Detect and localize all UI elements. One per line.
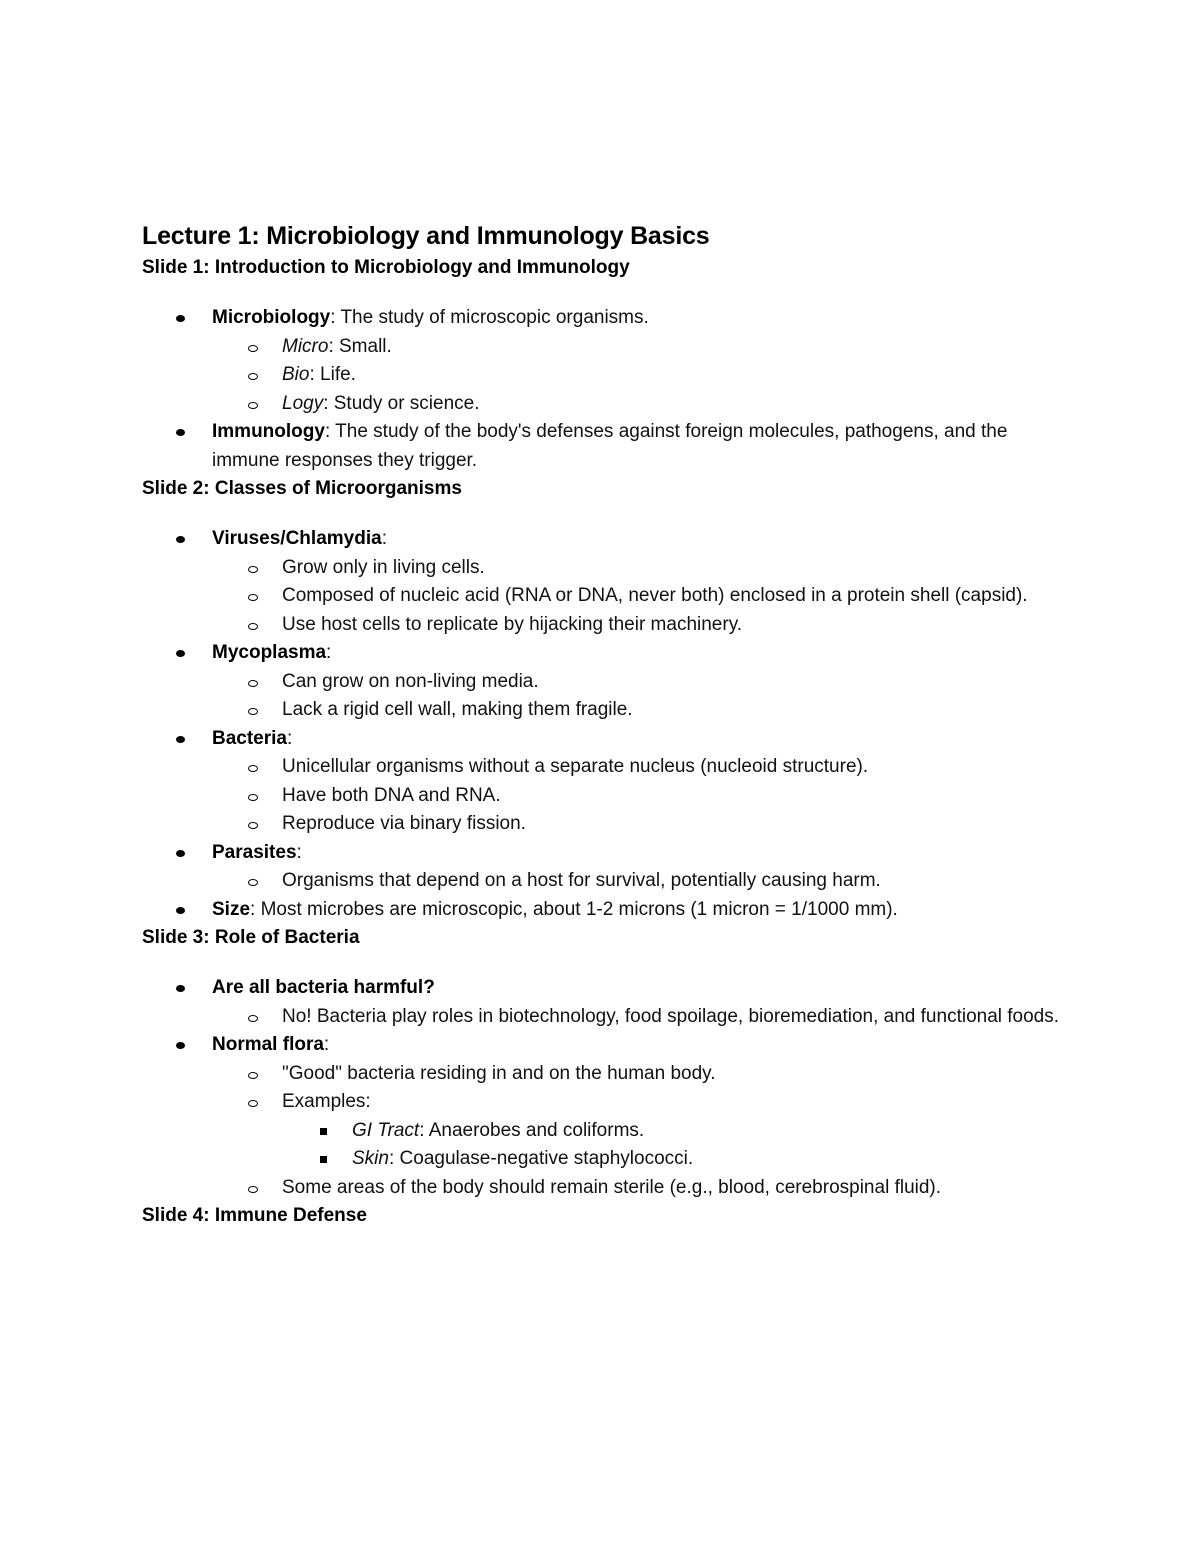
- list-item: [212, 554, 1062, 583]
- slide-1-list: [142, 304, 1062, 475]
- sub-sub-list: [212, 1117, 1062, 1174]
- item-text: No! Bacteria play roles in biotechnology, food spoilage, bioremediation, and functional foods.: [282, 1005, 1060, 1027]
- definition: : The study of microscopic organisms.: [330, 307, 649, 328]
- slide-4-heading: Slide 4: Immune Defense: [142, 1205, 367, 1226]
- item-text: Organisms that depend on a host for survival, potentially causing harm.: [282, 870, 881, 891]
- document-page: [142, 218, 1062, 1230]
- list-item: [282, 1145, 1062, 1174]
- list-item: [212, 611, 1062, 640]
- list-item: [282, 1117, 1062, 1146]
- term: Microbiology: [212, 307, 331, 328]
- definition: :: [287, 727, 293, 749]
- list-item: [142, 839, 1062, 896]
- list-item: [212, 390, 1062, 419]
- term: Viruses/Chlamydia: [212, 528, 382, 549]
- slide-2-list: [142, 525, 1062, 924]
- term: Are all bacteria harmful?: [212, 977, 435, 998]
- definition: :: [323, 1034, 330, 1055]
- definition: : Small.: [328, 335, 392, 357]
- list-item: [212, 1174, 1062, 1203]
- term: Parasites: [212, 841, 297, 863]
- list-item: [212, 810, 1062, 839]
- sub-list: [142, 867, 1062, 896]
- list-item: [142, 639, 1062, 725]
- term: Normal flora: [212, 1034, 324, 1055]
- definition: : The study of the body's defenses against foreign molecules, pathogens, and the immune responses they trigger.: [212, 421, 1008, 471]
- term: Bacteria: [212, 727, 287, 749]
- list-item: [212, 1060, 1062, 1089]
- term: Skin: [352, 1148, 389, 1169]
- list-item: [212, 582, 1062, 611]
- sub-list: [142, 554, 1062, 640]
- list-item: [142, 896, 1062, 925]
- slide-3-heading: Slide 3: Role of Bacteria: [142, 927, 360, 948]
- definition: : Life.: [309, 364, 356, 385]
- item-text: Reproduce via binary fission.: [282, 813, 526, 834]
- definition: : Study or science.: [323, 392, 480, 414]
- term: Logy: [282, 392, 324, 414]
- term: Size: [212, 898, 251, 920]
- term: Mycoplasma: [212, 642, 327, 663]
- sub-list: [142, 668, 1062, 725]
- sub-list: [142, 333, 1062, 419]
- term: GI Tract: [352, 1119, 420, 1141]
- slide-1-heading: Slide 1: Introduction to Microbiology and Immunology: [142, 257, 630, 278]
- list-item: [212, 361, 1062, 390]
- document-title: Lecture 1: Microbiology and Immunology Basics: [142, 222, 710, 250]
- item-text: Examples:: [282, 1091, 371, 1112]
- definition: :: [381, 528, 387, 549]
- list-item: [212, 867, 1062, 896]
- list-item: [142, 418, 1062, 475]
- list-item: [212, 668, 1062, 697]
- term: Immunology: [212, 421, 325, 442]
- item-text: Can grow on non-living media.: [282, 670, 539, 692]
- list-item: [212, 753, 1062, 782]
- definition: : Coagulase-negative staphylococci.: [388, 1148, 694, 1169]
- item-text: Have both DNA and RNA.: [282, 784, 501, 806]
- list-item: [212, 333, 1062, 362]
- definition: :: [296, 841, 302, 863]
- term: Bio: [282, 364, 310, 385]
- definition: :: [326, 642, 332, 663]
- definition: : Anaerobes and coliforms.: [419, 1119, 645, 1141]
- item-text: Grow only in living cells.: [282, 556, 485, 578]
- item-text: Lack a rigid cell wall, making them fragile.: [282, 699, 633, 720]
- item-text: Composed of nucleic acid (RNA or DNA, never both) enclosed in a protein shell (capsid).: [282, 585, 1028, 606]
- list-item: [212, 696, 1062, 725]
- item-text: Use host cells to replicate by hijacking their machinery.: [282, 613, 743, 635]
- list-item: [212, 1088, 1062, 1174]
- list-item: [212, 1003, 1062, 1032]
- term: Micro: [282, 335, 329, 357]
- list-item: [142, 1031, 1062, 1202]
- item-text: Some areas of the body should remain sterile (e.g., blood, cerebrospinal fluid).: [282, 1176, 942, 1198]
- list-item: [142, 974, 1062, 1031]
- list-item: [142, 725, 1062, 839]
- list-item: [142, 304, 1062, 418]
- item-text: Unicellular organisms without a separate nucleus (nucleoid structure).: [282, 756, 869, 777]
- slide-3-list: [142, 974, 1062, 1202]
- list-item: [212, 782, 1062, 811]
- definition: : Most microbes are microscopic, about 1-2 microns (1 micron = 1/1000 mm).: [250, 898, 898, 920]
- slide-2-heading: Slide 2: Classes of Microorganisms: [142, 478, 462, 499]
- sub-list: [142, 1060, 1062, 1203]
- sub-list: [142, 1003, 1062, 1032]
- list-item: [142, 525, 1062, 639]
- sub-list: [142, 753, 1062, 839]
- item-text: "Good" bacteria residing in and on the human body.: [282, 1062, 716, 1084]
